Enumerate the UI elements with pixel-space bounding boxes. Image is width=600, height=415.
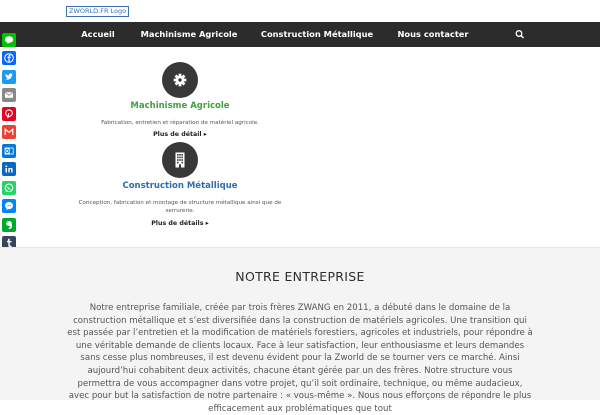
site-logo[interactable]: ZWORLD.FR Logo [66,6,129,17]
gear-icon [162,62,198,98]
share-twitter-button[interactable] [2,70,16,84]
evernote-icon [2,218,16,232]
building-icon [162,142,198,178]
service-icon-circle [162,142,198,178]
nav-item-accueil[interactable]: Accueil [81,29,115,39]
gmail-icon [2,125,16,139]
service-description-construction: Conception, fabrication et montage de structure métallique ainsi que de serrurerie. [78,200,282,214]
share-gmail-button[interactable] [2,125,16,139]
facebook-icon [2,51,16,65]
nav-item-machinisme-agricole[interactable]: Machinisme Agricole [140,29,238,39]
line-icon [2,33,16,47]
share-messenger-button[interactable] [2,199,16,213]
service-more-link-construction[interactable]: Plus de détails ▸ [151,220,209,227]
whatsapp-icon [2,181,16,195]
nav-item-nous-contacter[interactable]: Nous contacter [397,29,469,39]
top-header [0,0,600,22]
share-line-button[interactable] [2,33,16,47]
service-title-machinisme[interactable]: Machinisme Agricole [130,101,230,111]
share-facebook-button[interactable] [2,51,16,65]
nav-item-construction-metallique[interactable]: Construction Métallique [260,29,374,39]
about-paragraph: Notre entreprise familiale, créée par trois frères ZWANG en 2011, a débuté dans le domaine de la construction métallique et s’est diversifiée dans la construction de matériels agricoles. Une transition qui est passée par l’entretien et la modification de matériels forestiers, agricoles et industriels, pour répondre à une véritable demande de clients locaux. Face à leur satisfaction, leur enthousiasme et leurs demandes sans cesse plus nombreuses, il est devenu évident pour la Zworld de se tourner vers ce marché. Ainsi aujourd’hui cohabitent deux activités, chacune étant gérée par un des frères. Notre structure vous permettra de vous accompagner dans votre projet, qu’il soit ordinaire, technique, ou même audacieux, avec pour but la satisfaction de notre partenaire : « vous-même ». Nous nous efforçons de répondre le plus efficacement aux problématiques que tout [67,303,533,414]
service-more-link-machinisme[interactable]: Plus de détail ▸ [153,131,207,138]
share-outlook-button[interactable] [2,144,16,158]
pinterest-icon [2,107,16,121]
email-icon [2,88,16,102]
about-section [0,247,600,414]
share-evernote-button[interactable] [2,218,16,232]
service-icon-circle [162,62,198,98]
main-nav [0,22,600,47]
share-pinterest-button[interactable] [2,107,16,121]
service-title-construction[interactable]: Construction Métallique [122,181,238,191]
linkedin-icon [2,162,16,176]
twitter-icon [2,70,16,84]
section-title: NOTRE ENTREPRISE [235,269,365,284]
search-icon [508,22,532,47]
share-whatsapp-button[interactable] [2,181,16,195]
search-button[interactable] [508,22,532,47]
messenger-icon [2,199,16,213]
outlook-icon [2,144,16,158]
share-linkedin-button[interactable] [2,162,16,176]
share-email-button[interactable] [2,88,16,102]
service-description-machinisme: Fabrication, entretien et réparation de matériel agricole. [101,120,259,126]
